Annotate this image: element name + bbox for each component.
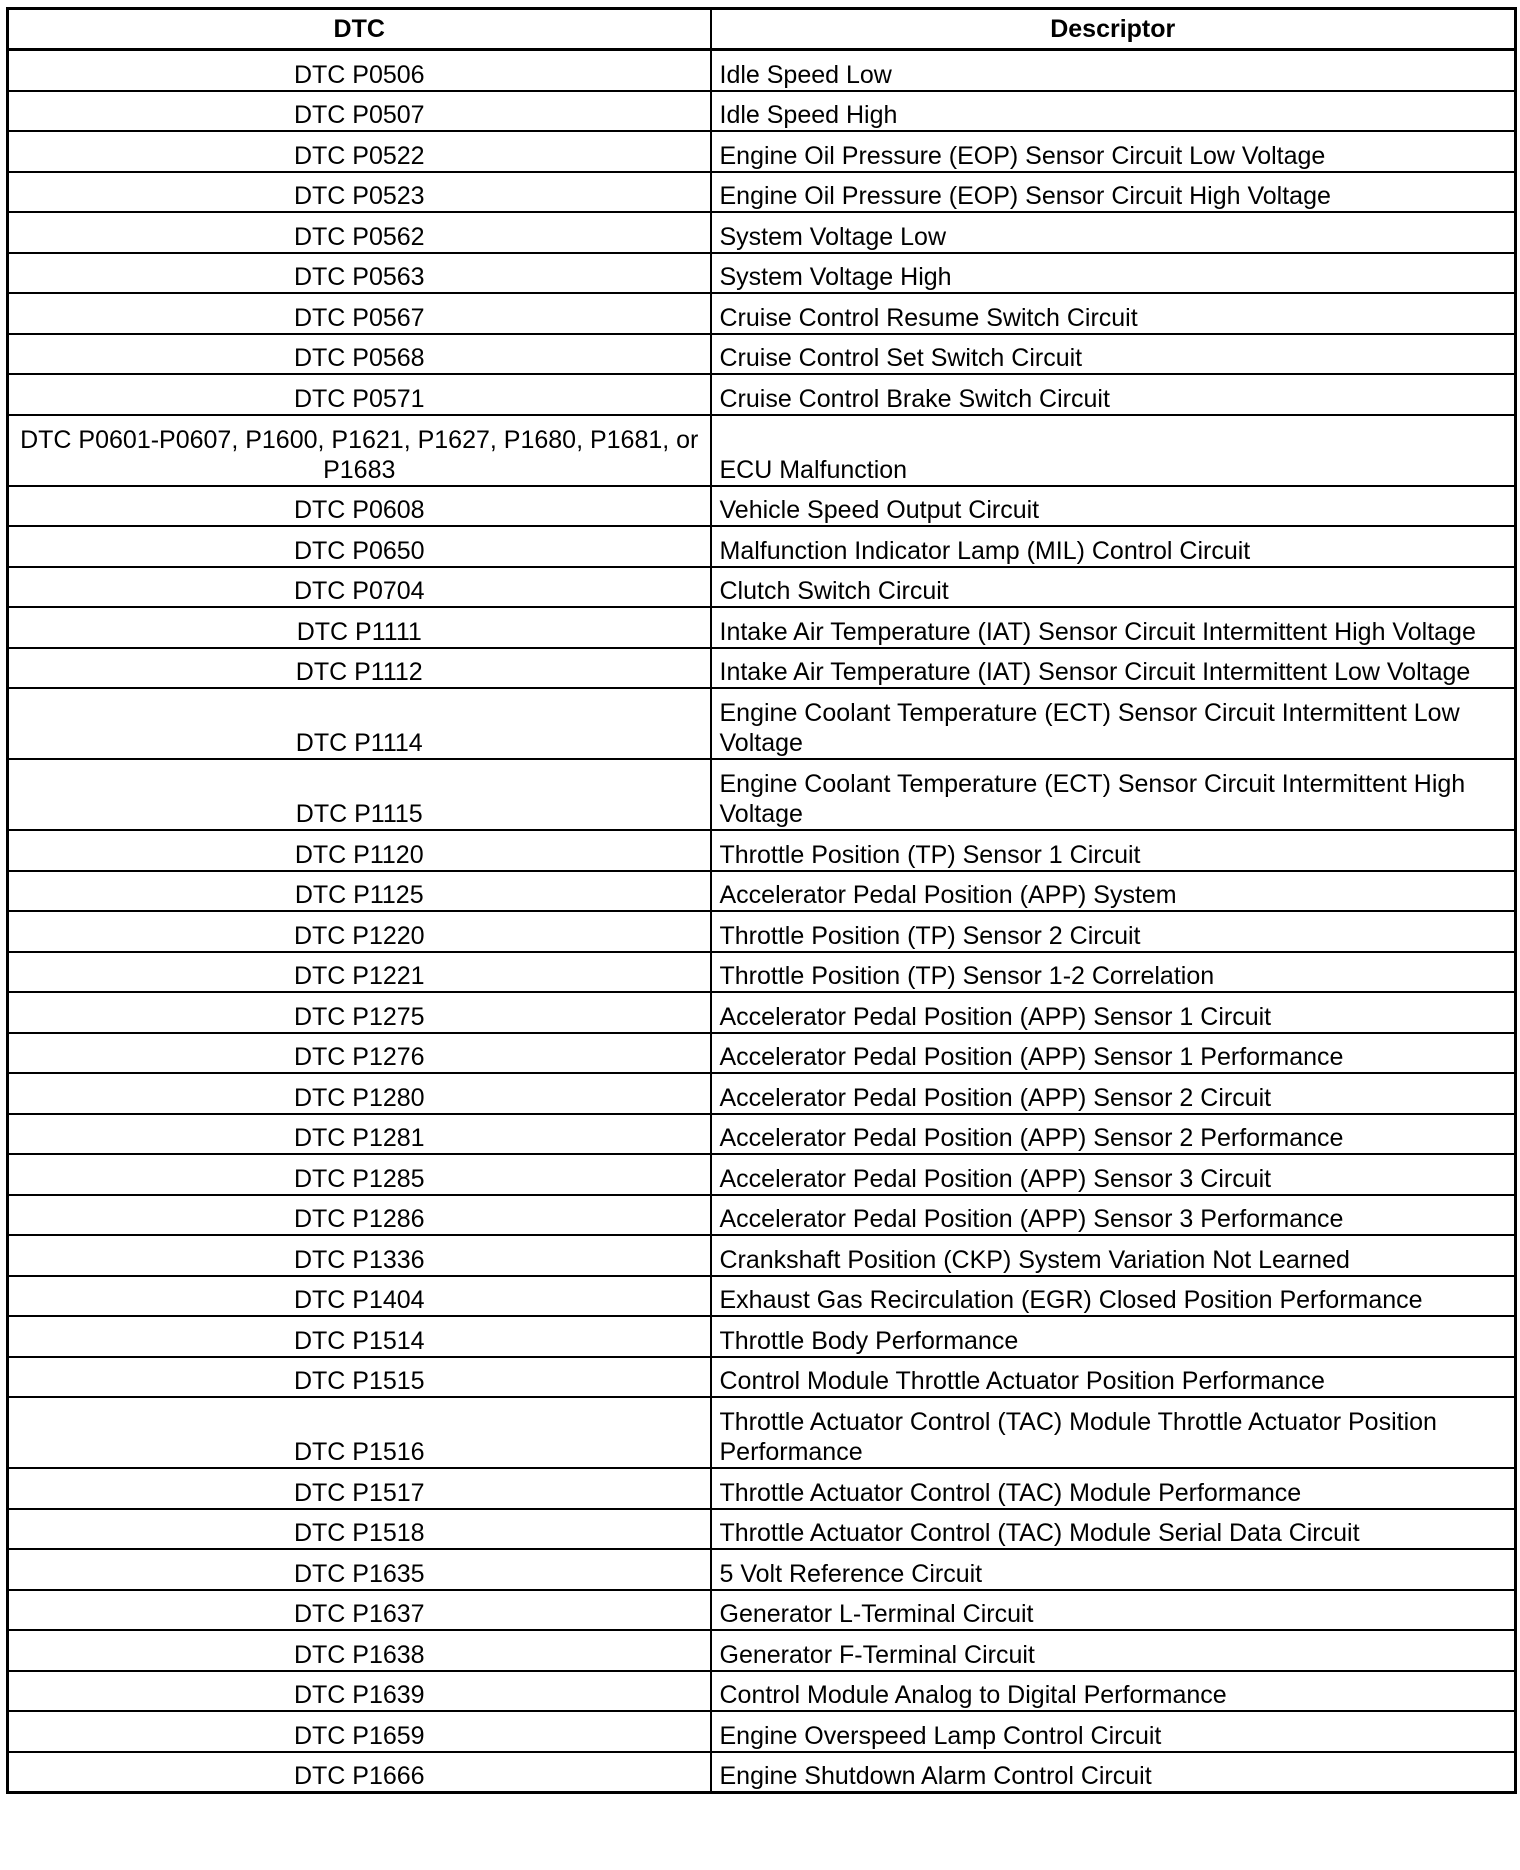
dtc-code-cell: DTC P1281 [8, 1114, 711, 1155]
table-row [8, 830, 1516, 871]
table-row [8, 415, 1516, 486]
descriptor-cell: Idle Speed High [711, 91, 1516, 132]
table-row [8, 567, 1516, 608]
descriptor-cell: System Voltage High [711, 253, 1516, 294]
descriptor-cell: Clutch Switch Circuit [711, 567, 1516, 608]
table-row [8, 1235, 1516, 1276]
descriptor-cell: Engine Oil Pressure (EOP) Sensor Circuit High Voltage [711, 172, 1516, 213]
dtc-code-cell: DTC P1635 [8, 1549, 711, 1590]
dtc-code-cell: DTC P0568 [8, 334, 711, 375]
table-row [8, 1468, 1516, 1509]
dtc-code-cell: DTC P0506 [8, 50, 711, 91]
table-row [8, 952, 1516, 993]
dtc-code-cell: DTC P0563 [8, 253, 711, 294]
descriptor-cell: Malfunction Indicator Lamp (MIL) Control Circuit [711, 526, 1516, 567]
descriptor-cell: Intake Air Temperature (IAT) Sensor Circuit Intermittent High Voltage [711, 607, 1516, 648]
dtc-code-cell: DTC P1515 [8, 1357, 711, 1398]
descriptor-cell: Accelerator Pedal Position (APP) Sensor 1 Performance [711, 1033, 1516, 1074]
table-row [8, 1509, 1516, 1550]
dtc-code-cell: DTC P1514 [8, 1316, 711, 1357]
dtc-code-cell: DTC P1638 [8, 1630, 711, 1671]
table-row [8, 1276, 1516, 1317]
dtc-code-cell: DTC P1114 [8, 688, 711, 759]
table-row [8, 91, 1516, 132]
table-row [8, 1549, 1516, 1590]
table-body [8, 50, 1516, 1793]
table-row [8, 1590, 1516, 1631]
dtc-code-cell: DTC P1518 [8, 1509, 711, 1550]
table-row [8, 1195, 1516, 1236]
table-row [8, 1316, 1516, 1357]
table-row [8, 50, 1516, 91]
descriptor-cell: Engine Oil Pressure (EOP) Sensor Circuit Low Voltage [711, 131, 1516, 172]
dtc-code-cell: DTC P1404 [8, 1276, 711, 1317]
table-row [8, 1630, 1516, 1671]
descriptor-cell: Control Module Throttle Actuator Position Performance [711, 1357, 1516, 1398]
descriptor-cell: ECU Malfunction [711, 415, 1516, 486]
dtc-code-cell: DTC P1659 [8, 1711, 711, 1752]
table-row [8, 1711, 1516, 1752]
dtc-descriptor-table [6, 7, 1517, 1794]
descriptor-cell: Throttle Position (TP) Sensor 1 Circuit [711, 830, 1516, 871]
dtc-code-cell: DTC P1286 [8, 1195, 711, 1236]
table-row [8, 992, 1516, 1033]
table-row [8, 688, 1516, 759]
descriptor-cell: Idle Speed Low [711, 50, 1516, 91]
descriptor-cell: Exhaust Gas Recirculation (EGR) Closed Position Performance [711, 1276, 1516, 1317]
descriptor-cell: Accelerator Pedal Position (APP) Sensor 2 Performance [711, 1114, 1516, 1155]
dtc-column-header: DTC [8, 9, 711, 50]
table-row [8, 1397, 1516, 1468]
descriptor-column-header: Descriptor [711, 9, 1516, 50]
descriptor-cell: Throttle Position (TP) Sensor 1-2 Correlation [711, 952, 1516, 993]
descriptor-cell: Throttle Position (TP) Sensor 2 Circuit [711, 911, 1516, 952]
table-row [8, 212, 1516, 253]
descriptor-cell: 5 Volt Reference Circuit [711, 1549, 1516, 1590]
dtc-code-cell: DTC P1111 [8, 607, 711, 648]
dtc-code-cell: DTC P0571 [8, 374, 711, 415]
dtc-code-cell: DTC P1120 [8, 830, 711, 871]
table-row [8, 759, 1516, 830]
dtc-code-cell: DTC P1125 [8, 871, 711, 912]
descriptor-cell: System Voltage Low [711, 212, 1516, 253]
table-row [8, 648, 1516, 689]
dtc-code-cell: DTC P1276 [8, 1033, 711, 1074]
dtc-code-cell: DTC P1516 [8, 1397, 711, 1468]
table-row [8, 1154, 1516, 1195]
table-header-row [8, 9, 1516, 50]
table-row [8, 1033, 1516, 1074]
descriptor-cell: Throttle Body Performance [711, 1316, 1516, 1357]
descriptor-cell: Engine Shutdown Alarm Control Circuit [711, 1752, 1516, 1793]
dtc-code-cell: DTC P0601-P0607, P1600, P1621, P1627, P1680, P1681, or P1683 [8, 415, 711, 486]
dtc-code-cell: DTC P0507 [8, 91, 711, 132]
table-row [8, 172, 1516, 213]
dtc-code-cell: DTC P0523 [8, 172, 711, 213]
table-row [8, 131, 1516, 172]
descriptor-cell: Generator F-Terminal Circuit [711, 1630, 1516, 1671]
table-row [8, 871, 1516, 912]
dtc-code-cell: DTC P1220 [8, 911, 711, 952]
table-row [8, 526, 1516, 567]
descriptor-cell: Accelerator Pedal Position (APP) Sensor 1 Circuit [711, 992, 1516, 1033]
dtc-code-cell: DTC P1221 [8, 952, 711, 993]
table-row [8, 1114, 1516, 1155]
dtc-code-cell: DTC P1285 [8, 1154, 711, 1195]
dtc-code-cell: DTC P0562 [8, 212, 711, 253]
table-row [8, 253, 1516, 294]
dtc-code-cell: DTC P1115 [8, 759, 711, 830]
descriptor-cell: Accelerator Pedal Position (APP) Sensor 2 Circuit [711, 1073, 1516, 1114]
table-row [8, 607, 1516, 648]
descriptor-cell: Engine Coolant Temperature (ECT) Sensor Circuit Intermittent High Voltage [711, 759, 1516, 830]
dtc-code-cell: DTC P0704 [8, 567, 711, 608]
table-row [8, 1671, 1516, 1712]
table-row [8, 1752, 1516, 1793]
table-row [8, 1073, 1516, 1114]
descriptor-cell: Throttle Actuator Control (TAC) Module Serial Data Circuit [711, 1509, 1516, 1550]
table-row [8, 1357, 1516, 1398]
dtc-code-cell: DTC P1336 [8, 1235, 711, 1276]
descriptor-cell: Throttle Actuator Control (TAC) Module Performance [711, 1468, 1516, 1509]
table-row [8, 374, 1516, 415]
descriptor-cell: Engine Coolant Temperature (ECT) Sensor Circuit Intermittent Low Voltage [711, 688, 1516, 759]
descriptor-cell: Generator L-Terminal Circuit [711, 1590, 1516, 1631]
dtc-code-cell: DTC P1637 [8, 1590, 711, 1631]
dtc-code-cell: DTC P1112 [8, 648, 711, 689]
descriptor-cell: Intake Air Temperature (IAT) Sensor Circuit Intermittent Low Voltage [711, 648, 1516, 689]
dtc-code-cell: DTC P0608 [8, 486, 711, 527]
descriptor-cell: Accelerator Pedal Position (APP) System [711, 871, 1516, 912]
descriptor-cell: Accelerator Pedal Position (APP) Sensor 3 Circuit [711, 1154, 1516, 1195]
table-row [8, 293, 1516, 334]
dtc-code-cell: DTC P0567 [8, 293, 711, 334]
dtc-code-cell: DTC P0522 [8, 131, 711, 172]
dtc-code-cell: DTC P1275 [8, 992, 711, 1033]
descriptor-cell: Cruise Control Resume Switch Circuit [711, 293, 1516, 334]
table-row [8, 911, 1516, 952]
descriptor-cell: Vehicle Speed Output Circuit [711, 486, 1516, 527]
descriptor-cell: Crankshaft Position (CKP) System Variation Not Learned [711, 1235, 1516, 1276]
dtc-code-cell: DTC P1517 [8, 1468, 711, 1509]
dtc-code-cell: DTC P1666 [8, 1752, 711, 1793]
table-row [8, 486, 1516, 527]
dtc-code-cell: DTC P0650 [8, 526, 711, 567]
table-row [8, 334, 1516, 375]
dtc-code-cell: DTC P1639 [8, 1671, 711, 1712]
descriptor-cell: Throttle Actuator Control (TAC) Module Throttle Actuator Position Performance [711, 1397, 1516, 1468]
descriptor-cell: Cruise Control Brake Switch Circuit [711, 374, 1516, 415]
descriptor-cell: Cruise Control Set Switch Circuit [711, 334, 1516, 375]
dtc-code-cell: DTC P1280 [8, 1073, 711, 1114]
descriptor-cell: Engine Overspeed Lamp Control Circuit [711, 1711, 1516, 1752]
descriptor-cell: Accelerator Pedal Position (APP) Sensor 3 Performance [711, 1195, 1516, 1236]
descriptor-cell: Control Module Analog to Digital Performance [711, 1671, 1516, 1712]
